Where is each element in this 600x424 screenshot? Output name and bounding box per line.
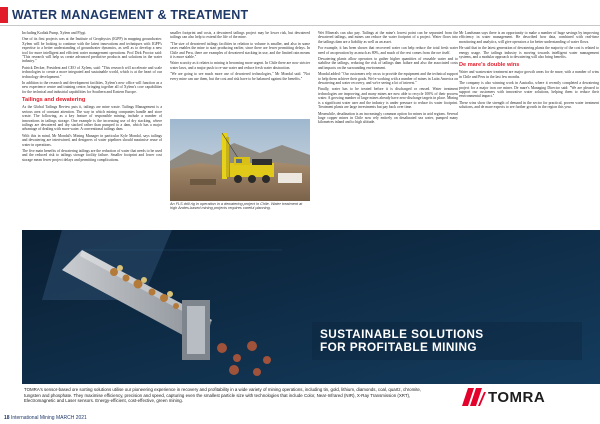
drill-rig-illustration [170, 119, 310, 201]
paragraph: Water and wastewater treatment are major growth areas for de mare, with a number of wins in Chile and Peru in the last few months. [459, 70, 599, 79]
article-column-3 [318, 31, 458, 233]
paragraph: Mr Landsman says there is an opportunity to make a number of huge savings by improving efficiency in water management. He described how data, combined with real-time monitoring and analytics, will give operators a far better understanding of water flows. [459, 31, 599, 44]
drill-rig-photo [170, 119, 310, 201]
paragraph: He said that in the latest generation of dewatering plants the majority of the cost is related to energy usage. The tailings industry is moving towards intelligent water management systems, and a modular approach to dewatering will also bring benefits. [459, 46, 599, 60]
subheading-tailings: Tailings and dewatering [22, 97, 86, 104]
paragraph: One of its first projects was at the Institute of Geophysics (IGPP) in mapping groundwater. Xylem will be looking to continue with the latest innovations and techniques with IGPP's expertise to a better understanding of groundwater dynamics, as well as to develop a new tool for more intelligent and efficient water management operations. Prof Dirk Proctor said: "This research will help us create advanced predictive products and solutions in the water industry." [22, 37, 162, 64]
page-header [0, 0, 600, 26]
paragraph: These wins show the strength of demand in the sector for practical, proven water treatment solutions, and de mare expects to see further growth in the region this year. [459, 100, 599, 110]
paragraph: "The size of dewatered tailings facilities in relation to volume is smaller, and also in some cases enables the mine to start producing earlier, since there are fewer permitting delays. In Chile and Peru, there are examples of dewatered stacking in use, and the limited rain means it is more stable." [170, 41, 310, 60]
ad-headline [320, 328, 600, 354]
ad-headline-line1: SUSTAINABLE SOLUTIONS [320, 327, 484, 341]
paragraph: In addition to the research and development facilities, Xylem's new office will function as a new experience centre and training centre, bringing together all of Xylem's core capabilities for the technical and industrial capabilities for Southern and Eastern Europe. [22, 81, 162, 94]
paragraph: smaller footprint and costs, a dewatered tailings project may be lower risk, but dewatered tailings can also help to extend the life of the mine. [170, 31, 310, 40]
tomra-advertisement[interactable] [22, 230, 600, 415]
paragraph: Patrick Decker, President and CEO of Xylem, said: "This research will accelerate and scale technologies to create a more integrated and sustainable world, which is at the heart of our technology development." [22, 65, 162, 79]
paragraph: As the Global Tailings Review puts it, tailings are mine waste. Tailings Management is a serious area of constant attention. The way in which mining companies handle and store waste. The following, as a key feature of responsible mining, include a number of innovations in tailings storage. One example is the increasing use of dry stacking, where tailings are dewatered and dry stacked rather than pumped to a dam, which has a major advantage of dealing with more water. A conventional tailings dam. [22, 105, 162, 132]
subheading-de-mare: De mare's double wins [459, 62, 520, 69]
ad-banner-image [22, 230, 600, 385]
page-footer [0, 413, 600, 424]
paragraph: Wet Minerals can also pay. Tailings at the mine's lowest point can be separated from the dewatered tailings, and mines can reduce the water footprint of a project. Water flows into the tailings dam are a liability as well as an asset. [318, 31, 458, 44]
section-accent-bar [0, 7, 8, 23]
ad-body-text: TOMRA's sensor-based ore sorting solutions utilise our pioneering experience in recovery and profitability in a wide variety of mining operations, including tin, gold, lithium, diamonds, coal, quartz, chromite, tungsten and phosphate. They maximise efficiency, precision and speed, capturing even the smallest particle size with technologies that include Color, Near-Infrared (NIR), X-Ray Transmission (XRT), Electromagnetic and Laser sensors. Energy-efficient, cost-effective, green mining. [24, 387, 422, 404]
paragraph: For example, it has been shown that recovered water can help reduce the total fresh water need of an operation by as much as 80%, and much of the rest comes from the ore itself. [318, 46, 458, 55]
paragraph: Dewatering plants allow operators to gather higher quantities of reusable water and to stabilise the tailings, reducing the risk of tailings dam failure and also the associated costs and impacts on the surrounding environment. [318, 57, 458, 70]
paragraph: Mondal added: "Our customers rely on us to provide the equipment and the technical support to help them achieve their goals. We're working with a number of mines in Latin America on dewatering and water recovery, and we're seeing a lot of interest." [318, 72, 458, 86]
paragraph: "We are going to see much more use of dewatered technologies," Mr Mondal said. "Not every mine can use them, but the cost and risk have to be balanced against the benefits." [170, 72, 310, 81]
paragraph: With this in mind, Mr Mondal's Mining Manager in particular Kyle Mondal, says tailings and dewatering are intertwined, and designers of water pipelines should maximise reuse of water in operations. [22, 133, 162, 147]
paragraph: The company is also winning work in Australia, where it recently completed a dewatering project for a major iron ore miner. De mare's Managing Director said: "We are pleased to support our customers with innovative water solutions, helping them to reduce their environmental impact." [459, 81, 599, 99]
article-column-4 [459, 31, 599, 233]
ore-sorting-machine-illustration [22, 230, 600, 385]
footer-text [4, 414, 87, 422]
paragraph: The five main benefits of dewatering tailings are the reduction of water that needs to be used and the reduced risk to tailings storage facility failure. Smaller footprint and lower cost storage mean fewer project delays and permitting complications. [22, 148, 162, 162]
paragraph: Including Kodiak Pump, Xylem and Flygt. [22, 31, 87, 35]
paragraph: Finally, water has to be treated before it is discharged or reused. Water treatment technologies are improving, and many mines are now able to recycle 100% of their process water. A growing number of large mines already have zero-discharge targets in place. Mining is a significant water user and the industry is under pressure to reduce its water footprint. Treatment plants are large investments but pay back over time. [318, 87, 458, 110]
photo-caption: An FLS drill rig in operation in a dewatering project in Chile. Water treatment at high Andes-based mining projects requires careful planning. [170, 202, 303, 211]
ad-body [22, 384, 600, 415]
paragraph: Water scarcity as it relates to mining is becoming more urgent. In Chile there are now stricter water laws, and a major push to re-use water and reduce fresh water abstraction. [170, 61, 310, 70]
tomra-logo-wordmark: TOMRA [488, 389, 546, 406]
paragraph: Meanwhile, desalination is an increasingly common option for mines in arid regions. Several large copper mines in Chile now rely entirely on desalinated sea water, pumped many kilometres inland and to high altitude. [318, 111, 458, 125]
page-number: 18 [4, 415, 10, 421]
ad-headline-line2: FOR PROFITABLE MINING [320, 340, 477, 354]
issue-date: MARCH 2021 [55, 415, 87, 421]
publication-name: International Mining [10, 415, 55, 421]
section-title: WATER MANAGEMENT & TREATMENT [12, 8, 249, 22]
tomra-logo[interactable] [462, 388, 554, 406]
header-divider [0, 25, 600, 26]
article-column-1 [22, 31, 162, 233]
tomra-logo-icon [462, 388, 486, 406]
